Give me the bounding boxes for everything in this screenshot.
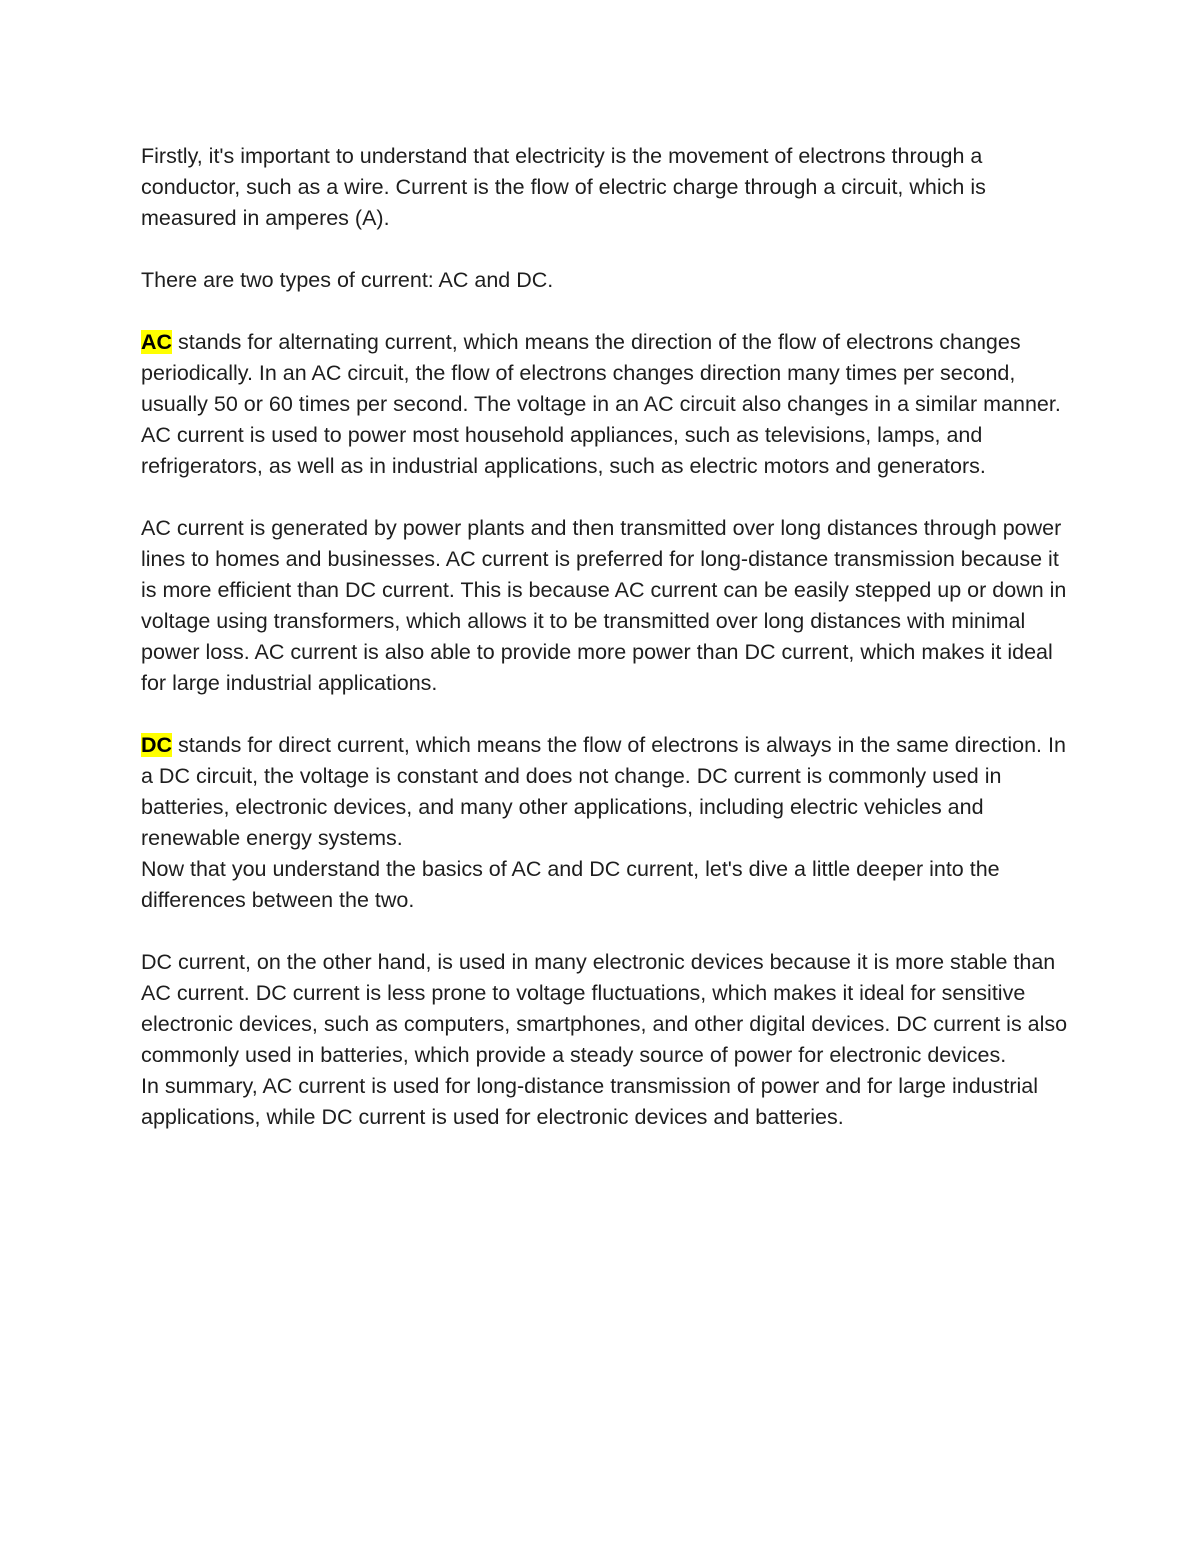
paragraph-spacer	[141, 296, 1071, 327]
paragraph-ac-transmission: AC current is generated by power plants and then transmitted over long distances through power lines to homes and businesses. AC current is preferred for long-distance transmission because it is more efficient than DC current. This is because AC current can be easily stepped up or down in voltage using transformers, which allows it to be transmitted over long distances with minimal power loss. AC current is also able to provide more power than DC current, which makes it ideal for large industrial applications.	[141, 516, 1067, 695]
paragraph-dc-definition	[141, 730, 1071, 854]
highlighted-term-ac: AC	[141, 330, 173, 354]
paragraph-dc-text: stands for direct current, which means the flow of electrons is always in the same direction. In a DC circuit, the voltage is constant and does not change. DC current is commonly used in batteries, electronic devices, and many other applications, including electric vehicles and renewable energy systems.	[141, 733, 1066, 850]
paragraph-spacer	[141, 234, 1071, 265]
highlighted-term-dc: DC	[141, 733, 173, 757]
paragraph-spacer	[141, 699, 1071, 730]
paragraph-ac-text: stands for alternating current, which means the direction of the flow of electrons changes periodically. In an AC circuit, the flow of electrons changes direction many times per second, usually 50 or 60 times per second. The voltage in an AC circuit also changes in a similar manner. AC current is used to power most household appliances, such as televisions, lamps, and refrigerators, as well as in industrial applications, such as electric motors and generators.	[141, 330, 1061, 478]
paragraph-summary: In summary, AC current is used for long-distance transmission of power and for large industrial applications, while DC current is used for electronic devices and batteries.	[141, 1074, 1039, 1129]
paragraph-ac-definition	[141, 327, 1071, 482]
document-body	[141, 141, 1071, 1133]
paragraph-transition: Now that you understand the basics of AC and DC current, let's dive a little deeper into the differences between the two.	[141, 857, 1000, 912]
paragraph-types: There are two types of current: AC and DC.	[141, 268, 554, 292]
paragraph-spacer	[141, 916, 1071, 947]
paragraph-spacer	[141, 482, 1071, 513]
paragraph-dc-uses: DC current, on the other hand, is used in many electronic devices because it is more stable than AC current. DC current is less prone to voltage fluctuations, which makes it ideal for sensitive electronic devices, such as computers, smartphones, and other digital devices. DC current is also commonly used in batteries, which provide a steady source of power for electronic devices.	[141, 950, 1068, 1067]
paragraph-intro: Firstly, it's important to understand that electricity is the movement of electrons through a conductor, such as a wire. Current is the flow of electric charge through a circuit, which is measured in amperes (A).	[141, 144, 986, 230]
